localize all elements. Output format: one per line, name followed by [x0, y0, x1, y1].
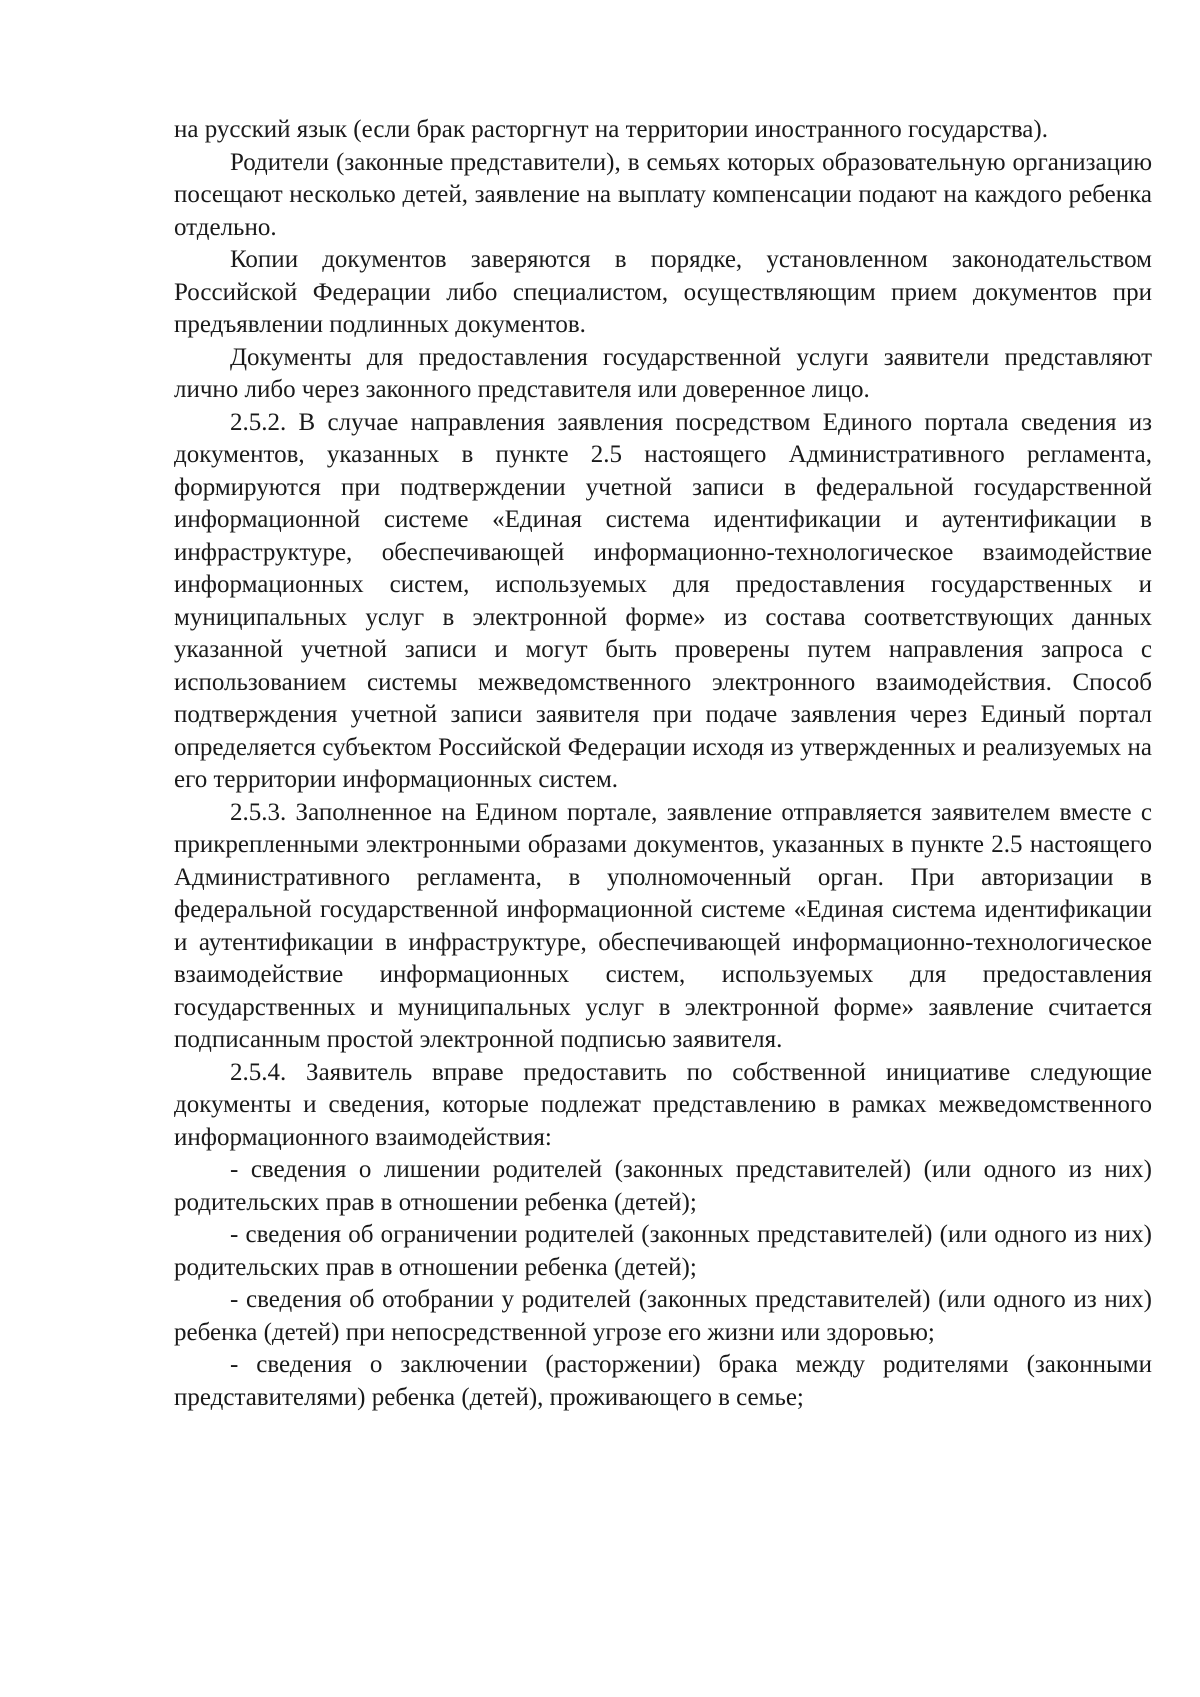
list-item-restriction: - сведения об ограничении родителей (законных представителей) (или одного из них) родительских прав в отношении ребенка (детей);	[174, 1221, 1152, 1281]
paragraph-continuation: на русский язык (если брак расторгнут на территории иностранного государства).	[174, 116, 1048, 143]
paragraph-document-copies: Копии документов заверяются в порядке, установленном законодательством Российской Федерации либо специалистом, осуществляющим прием документов при предъявлении подлинных документов.	[174, 246, 1152, 338]
paragraph-parents-several-children: Родители (законные представители), в семьях которых образовательную организацию посещают несколько детей, заявление на выплату компенсации подают на каждого ребенка отдельно.	[174, 148, 1152, 241]
paragraph-2-5-3: 2.5.3. Заполненное на Едином портале, заявление отправляется заявителем вместе с прикрепленными электронными образами документов, указанных в пункте 2.5 настоящего Административного регламента, в уполномоченный орган. При авторизации в федеральной государственной информационной системе «Единая система идентификации и аутентификации в инфраструктуре, обеспечивающей информационно-технологическое взаимодействие информационных систем, используемых для предоставления государственных и муниципальных услуг в электронной форме» заявление считается подписанным простой электронной подписью заявителя.	[174, 798, 1152, 1053]
paragraph-2-5-2: 2.5.2. В случае направления заявления посредством Единого портала сведения из документов, указанных в пункте 2.5 настоящего Административного регламента, формируются при подтверждении учетной записи в федеральной государственной информационной системе «Единая система идентификации и аутентификации в инфраструктуре, обеспечивающей информационно-технологическое взаимодействие информационных систем, используемых для предоставления государственных и муниципальных услуг в электронной форме» из состава соответствующих данных указанной учетной записи и могут быть проверены путем направления запроса с использованием системы межведомственного электронного взаимодействия. Способ подтверждения учетной записи заявителя при подаче заявления через Единый портал определяется субъектом Российской Федерации исходя из утвержденных и реализуемых на его территории информационных систем.	[174, 408, 1152, 793]
document-page	[174, 114, 1152, 1414]
paragraph-2-5-4: 2.5.4. Заявитель вправе предоставить по собственной инициативе следующие документы и сведения, которые подлежат представлению в рамках межведомственного информационного взаимодействия:	[174, 1058, 1152, 1151]
list-item-marriage: - сведения о заключении (расторжении) брака между родителями (законными представителями) ребенка (детей), проживающего в семье;	[174, 1351, 1152, 1411]
paragraph-submission-method: Документы для предоставления государственной услуги заявители представляют лично либо через законного представителя или доверенное лицо.	[174, 343, 1152, 403]
list-item-deprivation: - сведения о лишении родителей (законных представителей) (или одного из них) родительских прав в отношении ребенка (детей);	[174, 1156, 1152, 1216]
list-item-removal: - сведения об отобрании у родителей (законных представителей) (или одного из них) ребенка (детей) при непосредственной угрозе его жизни или здоровью;	[174, 1286, 1152, 1346]
